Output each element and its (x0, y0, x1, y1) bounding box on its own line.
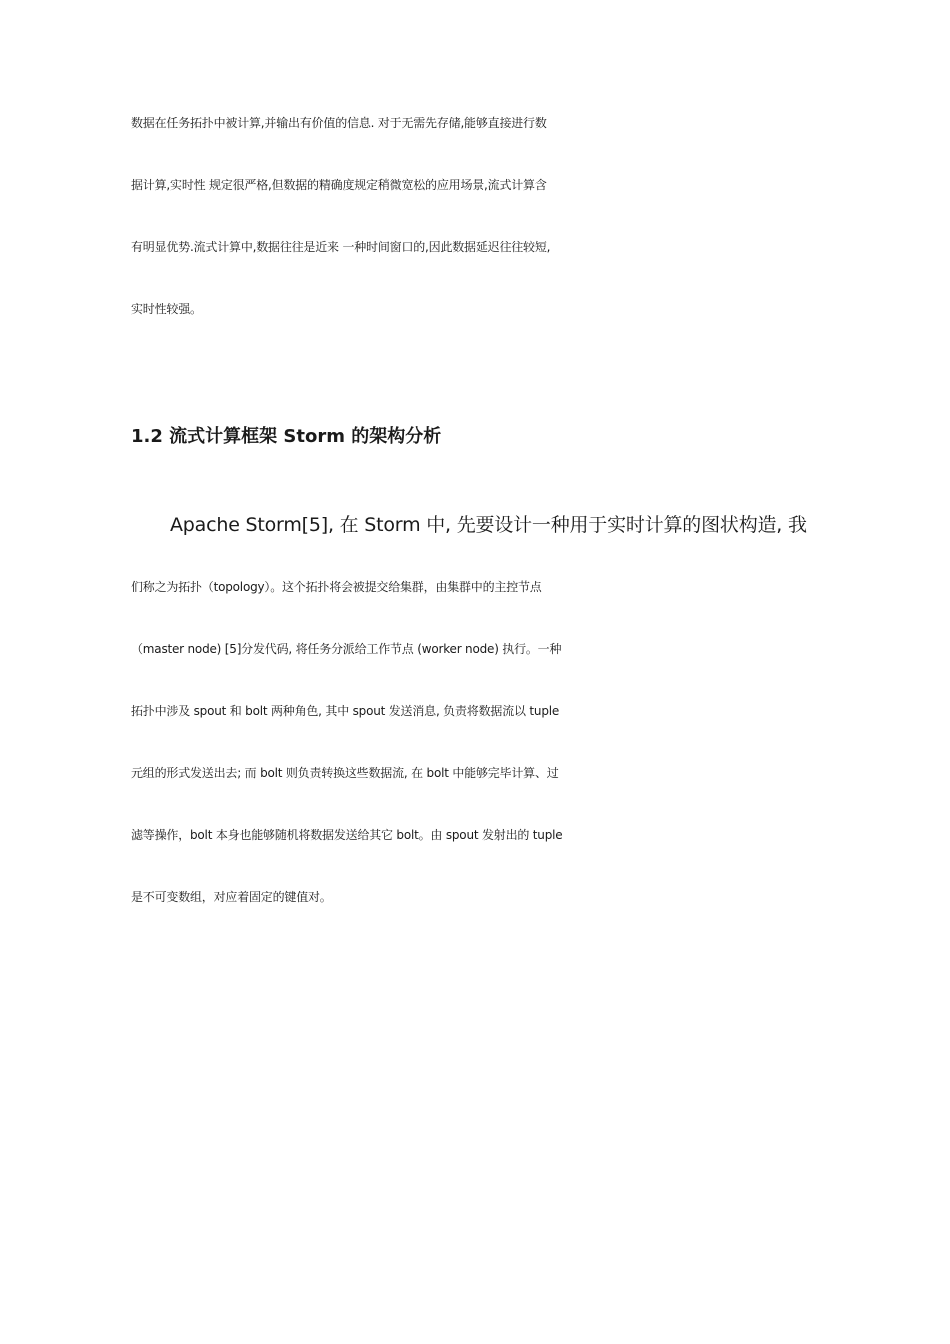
section-heading: 1.2 流式计算框架 Storm 的架构分析 (131, 426, 442, 447)
paragraph-1-line-2: 据计算,实时性 规定很严格,但数据的精确度规定稍微宽松的应用场景,流式计算含 (131, 178, 547, 192)
paragraph-2-line-5: 元组的形式发送出去; 而 bolt 则负责转换这些数据流, 在 bolt 中能够完毕计算、过 (131, 766, 559, 780)
paragraph-2-line-7: 是不可变数组，对应着固定的键值对。 (131, 890, 332, 904)
paragraph-2-line-6: 滤等操作，bolt 本身也能够随机将数据发送给其它 bolt。由 spout 发射出的 tuple (131, 828, 563, 842)
paragraph-1-line-3: 有明显优势.流式计算中,数据往往是近来 一种时间窗口的,因此数据延迟往往较短, (131, 240, 551, 254)
paragraph-1-line-4: 实时性较强。 (131, 302, 202, 316)
paragraph-2-line-4: 拓扑中涉及 spout 和 bolt 两种角色, 其中 spout 发送消息, 负责将数据流以 tuple (131, 704, 560, 718)
paragraph-2-line-1: Apache Storm[5], 在 Storm 中, 先要设计一种用于实时计算的图状构造, 我 (170, 514, 807, 536)
paragraph-2-line-2: 们称之为拓扑（topology）。这个拓扑将会被提交给集群，由集群中的主控节点 (131, 580, 542, 594)
paragraph-1-line-1: 数据在任务拓扑中被计算,并输出有价值的信息. 对于无需先存储,能够直接进行数 (131, 116, 547, 130)
paragraph-2-line-3: （master node) [5]分发代码, 将任务分派给工作节点 (worker node) 执行。一种 (131, 642, 562, 656)
